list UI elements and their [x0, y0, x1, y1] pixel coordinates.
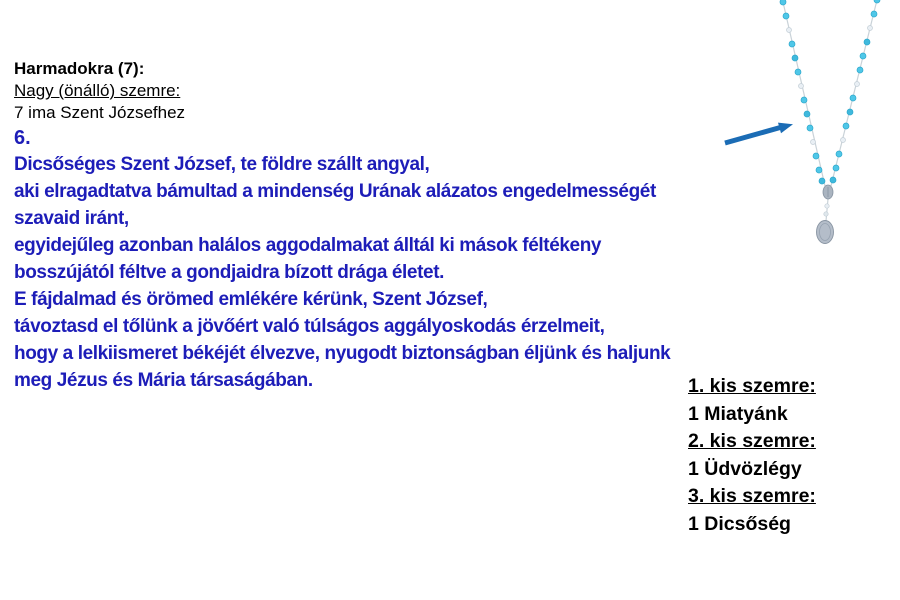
- header-description: 7 ima Szent Józsefhez: [14, 103, 186, 122]
- prayer-line: szavaid iránt,: [14, 208, 129, 229]
- bead-instructions-list: [688, 373, 816, 538]
- prayer-line: meg Jézus és Mária társaságában.: [14, 370, 313, 391]
- list-item-label: 2. kis szemre:: [688, 430, 816, 452]
- list-item-value: 1 Üdvözlégy: [688, 457, 802, 480]
- prayer-line: aki elragadtatva bámultad a mindenség Urának alázatos engedelmességét: [14, 181, 656, 202]
- list-item-value: 1 Dicsőség: [688, 512, 791, 535]
- header-subtitle: Nagy (önálló) szemre:: [14, 81, 181, 100]
- prayer-line: bosszújától féltve a gondjaidra bízott drága életet.: [14, 262, 444, 283]
- prayer-line: E fájdalmad és örömed emlékére kérünk, Szent József,: [14, 289, 488, 310]
- list-item-label: 3. kis szemre:: [688, 485, 816, 507]
- list-item-label: 1. kis szemre:: [688, 375, 816, 397]
- header-title: Harmadokra (7):: [14, 59, 145, 78]
- prayer-line: távoztasd el tőlünk a jövőért való túlságos aggályoskodás érzelmeit,: [14, 316, 605, 337]
- prayer-line: Dicsőséges Szent József, te földre szállt angyal,: [14, 154, 430, 175]
- list-item-value: 1 Miatyánk: [688, 402, 788, 425]
- prayer-text: [14, 151, 744, 394]
- prayer-line: egyidejűleg azonban halálos aggodalmakat álltál ki mások féltékeny: [14, 235, 602, 256]
- pointer-arrow-icon: [715, 113, 800, 148]
- prayer-line: hogy a lelkiismeret békéjét élvezve, nyugodt biztonságban éljünk és haljunk: [14, 343, 671, 364]
- prayer-number: 6.: [14, 127, 31, 149]
- slide-header: [14, 58, 185, 124]
